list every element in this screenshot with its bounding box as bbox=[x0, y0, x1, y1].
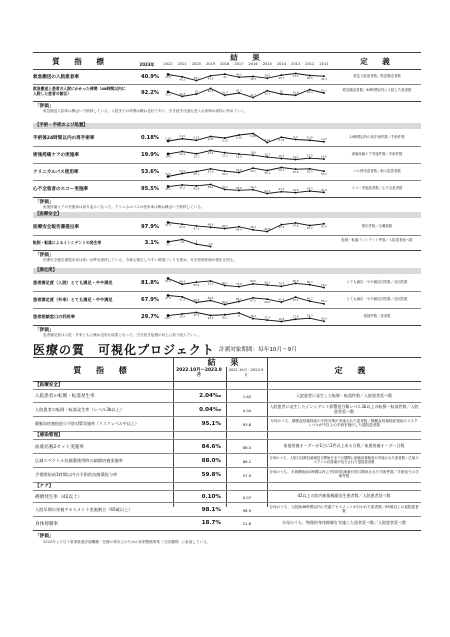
header-indicator: 質 指 標 bbox=[52, 57, 110, 66]
row-prev: 86.5 bbox=[242, 445, 252, 450]
series-line bbox=[168, 74, 324, 81]
data-label: 97.5 bbox=[179, 225, 186, 229]
data-label: 0.17 bbox=[321, 138, 327, 142]
trend-chart bbox=[161, 309, 331, 325]
data-label: 66.2 bbox=[306, 297, 313, 301]
table-row bbox=[33, 416, 421, 432]
table-row bbox=[33, 85, 421, 102]
data-label: 3.1 bbox=[166, 243, 171, 247]
table-row bbox=[33, 439, 421, 454]
data-label: 92.2 bbox=[165, 93, 171, 97]
data-label: 40.6 bbox=[306, 77, 313, 81]
row-prev: 93.8 bbox=[242, 422, 252, 427]
data-label: 97.4 bbox=[278, 226, 285, 230]
data-label: 28.2 bbox=[250, 315, 256, 319]
row-label: 患者満足度（外来）とても満足・やや満足 bbox=[33, 297, 113, 302]
data-label: 23.5 bbox=[207, 152, 214, 156]
table-row bbox=[33, 147, 421, 164]
table-row bbox=[33, 292, 421, 309]
year-label: 2014 bbox=[276, 62, 287, 66]
data-label: 0.23 bbox=[278, 138, 285, 142]
header-result: 結 果 bbox=[207, 357, 245, 367]
row-value: 97.9% bbox=[141, 224, 159, 230]
data-label: 95.8 bbox=[193, 187, 200, 191]
data-label: 0.28 bbox=[250, 135, 256, 139]
row-value: 29.7% bbox=[141, 314, 159, 320]
header-indicator: 質 指 標 bbox=[73, 365, 133, 375]
row-label: 医療安全報告書提出率 bbox=[33, 225, 79, 230]
data-label: 81.2 bbox=[207, 282, 214, 286]
trend-chart bbox=[161, 236, 331, 250]
table-row bbox=[33, 70, 421, 85]
data-label: 0.26 bbox=[236, 136, 242, 140]
series-line bbox=[168, 134, 324, 143]
data-label: 55.1 bbox=[193, 173, 200, 177]
data-label: 39.1 bbox=[193, 76, 200, 80]
data-label: 40.7 bbox=[278, 76, 285, 80]
data-label: 92.1 bbox=[321, 89, 327, 93]
header-definition: 定 義 bbox=[360, 57, 396, 66]
row-prev: 88.2 bbox=[242, 459, 252, 464]
data-label: 66.8 bbox=[264, 300, 271, 304]
trend-chart bbox=[161, 85, 331, 101]
table-row bbox=[33, 309, 421, 326]
table-row bbox=[33, 502, 421, 517]
table-row bbox=[33, 181, 421, 198]
row-definition: 分母のうち、入院後48時間以内に栄養アセスメントが行われた患者数／65歳以上の退院患者数 bbox=[269, 505, 419, 514]
data-label: 93.8 bbox=[236, 186, 242, 190]
row-definition: 術後疼痛ケア実施件数／手術件数 bbox=[351, 152, 403, 156]
data-label: 96.9 bbox=[236, 228, 242, 232]
data-label: 95.5 bbox=[165, 188, 171, 192]
data-label: 0.24 bbox=[207, 138, 214, 142]
row-label: 患者相談窓口の利用率 bbox=[33, 314, 75, 319]
series-line bbox=[168, 168, 324, 177]
bottom-header bbox=[33, 357, 421, 382]
trend-chart bbox=[161, 292, 331, 308]
row-value: 2.04‰ bbox=[199, 393, 221, 399]
series-line bbox=[168, 240, 211, 247]
section-label: 【医療安全】 bbox=[35, 383, 63, 388]
year-label: 2015 bbox=[262, 62, 272, 66]
row-definition: とても満足・やや満足回答数／全回答数 bbox=[346, 280, 408, 284]
data-label: 81.8 bbox=[165, 280, 171, 284]
row-definition: 入院患者に発生したインシデント影響度分類レベル3b以上の転倒・転落件数／入院患者延べ数 bbox=[269, 404, 419, 414]
data-label: 79.9 bbox=[278, 282, 285, 286]
row-value: 95.5% bbox=[141, 186, 159, 192]
data-label: 65.4 bbox=[321, 300, 327, 304]
row-prev: 21.8 bbox=[242, 521, 252, 526]
data-label: 65.2 bbox=[221, 300, 228, 304]
data-label: 56.1 bbox=[250, 169, 256, 173]
col-divider bbox=[226, 367, 227, 507]
row-definition: 24時間以内の再手術件数／手術件数 bbox=[349, 135, 405, 139]
data-label: 79.6 bbox=[321, 283, 327, 287]
data-label: 0.19 bbox=[193, 136, 200, 140]
data-label: 96.5 bbox=[221, 224, 228, 228]
current-year: 2023年 bbox=[139, 62, 155, 67]
data-label: 55.4 bbox=[264, 172, 271, 176]
series-line bbox=[168, 223, 324, 232]
row-value: 3.1% bbox=[144, 240, 159, 246]
data-label: 15.5 bbox=[306, 154, 313, 158]
row-label: 術後疼痛ケアの実施率 bbox=[33, 153, 79, 158]
row-value: 19.9% bbox=[141, 152, 159, 158]
data-label: 16.7 bbox=[264, 153, 271, 157]
row-label: 手術後24時間以内の再手術率 bbox=[33, 136, 95, 141]
row-definition: パス使用患者数／新入院患者数 bbox=[353, 169, 401, 173]
data-label: 67.5 bbox=[179, 298, 186, 302]
row-value: 95.1% bbox=[201, 421, 221, 427]
data-label: 96.8 bbox=[207, 223, 214, 227]
data-label: 67.4 bbox=[292, 298, 299, 302]
data-label: 0.2 bbox=[293, 135, 298, 139]
data-label: 41.2 bbox=[292, 75, 299, 79]
data-label: 40.5 bbox=[207, 77, 214, 81]
hyoka-title: 「評価」 bbox=[35, 253, 54, 258]
row-definition: 転倒・転落インシデント件数／入院患者延べ数 bbox=[341, 238, 413, 242]
data-label: 55.9 bbox=[306, 170, 313, 174]
data-label: 93.2 bbox=[278, 188, 285, 192]
row-label: 静脈血栓塞栓症の予防対策実施率（リスクレベル中以上） bbox=[35, 421, 139, 426]
year-label: 2011 bbox=[319, 62, 329, 66]
data-label: 80.4 bbox=[179, 280, 186, 284]
hyoka-title: 「評価」 bbox=[35, 104, 54, 109]
data-label: 66.4 bbox=[207, 296, 214, 300]
page-title: 医療の質 可視化プロジェクト bbox=[33, 343, 215, 357]
data-label: 26.9 bbox=[321, 317, 327, 321]
hyoka-title: 「評価」 bbox=[35, 534, 54, 539]
data-label: 56.3 bbox=[278, 169, 285, 173]
section-label: 【感染管理】 bbox=[35, 433, 63, 438]
data-label: 80.9 bbox=[193, 283, 200, 287]
data-label: 26.8 bbox=[278, 317, 285, 321]
row-definition: 提出件数／全職員数 bbox=[361, 224, 393, 228]
trend-chart bbox=[161, 275, 331, 291]
row-label: クリニカルパス使用率 bbox=[33, 170, 79, 175]
section-bar: 【満足度】 bbox=[33, 268, 421, 274]
data-label: 31 bbox=[237, 314, 241, 318]
series-line bbox=[168, 313, 324, 322]
data-label: 2.9 bbox=[208, 242, 213, 246]
data-label: 54.8 bbox=[236, 168, 242, 172]
row-value: 84.6% bbox=[201, 444, 221, 450]
row-definition: エコー実施患者数／心不全患者数 bbox=[351, 186, 403, 190]
year-label: 2020 bbox=[191, 62, 201, 66]
row-definition: d2以上の院内新規褥瘡発生患者数／入院患者延べ数 bbox=[297, 493, 391, 498]
data-label: 96.2 bbox=[250, 226, 256, 230]
col-divider bbox=[267, 357, 268, 507]
row-label: 広域スペクトル抗菌薬使用時の細菌培養実施率 bbox=[35, 458, 123, 463]
row-definition: 分母のうち、静脈血栓塞栓症の予防対策が実施された患者数／静脈血栓塞栓症発症のリスクレベルが中以上の手術を施行した退院患者数 bbox=[270, 419, 418, 428]
data-label: 40.4 bbox=[321, 77, 327, 81]
data-label: 92.8 bbox=[292, 189, 299, 192]
data-label: 30.1 bbox=[221, 316, 228, 320]
data-label: 31.2 bbox=[193, 314, 200, 318]
section-bar: 【医療安全】 bbox=[33, 212, 421, 218]
data-label: 55.9 bbox=[207, 170, 214, 174]
data-label: 91.9 bbox=[221, 91, 228, 95]
data-label: 0.22 bbox=[221, 139, 228, 143]
trend-chart bbox=[161, 181, 331, 197]
table-row bbox=[33, 219, 421, 236]
data-label: 80.6 bbox=[292, 279, 299, 283]
row-label: 身体抑制率 bbox=[35, 522, 58, 527]
year-label: 2021 bbox=[177, 62, 187, 66]
series-line bbox=[168, 89, 324, 98]
data-label: 92 bbox=[194, 90, 199, 94]
data-label: 22.4 bbox=[179, 153, 186, 157]
row-definition: 入院患者に発生した転倒・転落件数／入院患者延べ数 bbox=[296, 393, 392, 398]
data-label: 29.8 bbox=[207, 316, 214, 320]
row-value: 67.9% bbox=[141, 297, 159, 303]
data-label: 3.2 bbox=[180, 241, 185, 245]
data-label: 65.8 bbox=[193, 298, 200, 302]
data-label: 92.1 bbox=[236, 89, 242, 93]
row-value: 18.7% bbox=[201, 520, 221, 526]
data-label: 14.1 bbox=[292, 155, 299, 159]
year-row bbox=[161, 62, 331, 68]
row-prev: 0.04 bbox=[242, 408, 252, 413]
table-row bbox=[33, 453, 421, 468]
section-label: 【ケア】 bbox=[35, 484, 54, 489]
row-label: 患者満足度（入院）とても満足・やや満足 bbox=[33, 280, 113, 285]
header-result: 結 果 bbox=[230, 53, 266, 62]
data-label: 40.2 bbox=[179, 78, 186, 82]
row-prev: 57.9 bbox=[242, 473, 252, 478]
hyoka-text: 術後疼痛ケアの実施率は前年並みとなった。クリニカルパスの使用率は概ね横ばいで推移している。 bbox=[43, 205, 205, 209]
page-subtitle: 計測対象期間：毎年10月～9月 bbox=[219, 347, 297, 353]
data-label: 28.4 bbox=[306, 314, 313, 318]
data-label: 91.9 bbox=[292, 91, 299, 95]
trend-chart bbox=[161, 70, 331, 84]
row-label: 救急搬送の入院患者率 bbox=[33, 75, 79, 80]
hyoka-text: 患者満足度は入院・外来ともに概ね良好な結果となった。引き続き接遇の向上に取り組んでいく。 bbox=[43, 333, 202, 337]
row-definition: 分母のうち、入院日以降抗菌薬投与開始日までの期間に細菌培養検査が実施された患者数／広域スペクトル抗菌薬が処方された退院患者数 bbox=[269, 456, 419, 465]
trend-chart bbox=[161, 219, 331, 235]
data-label: 40.3 bbox=[250, 78, 256, 82]
year-label: 2013 bbox=[291, 62, 301, 66]
data-label: 41 bbox=[223, 75, 227, 79]
data-label: 93.5 bbox=[306, 187, 313, 191]
data-label: 0.21 bbox=[179, 135, 186, 139]
table-row bbox=[33, 467, 421, 483]
data-label: 30.5 bbox=[179, 315, 186, 319]
data-label: 66.1 bbox=[236, 297, 242, 301]
data-label: 27.5 bbox=[264, 316, 271, 320]
row-label: 手術開始前1時間以内の予防的抗菌薬投与率 bbox=[35, 472, 118, 477]
row-value: 98.1% bbox=[201, 507, 221, 513]
row-value: 0.18% bbox=[141, 135, 159, 141]
row-label: 心不全患者のエコー実施率 bbox=[33, 187, 89, 192]
data-label: 27.9 bbox=[292, 315, 299, 319]
row-value: 0.10% bbox=[201, 494, 221, 500]
table-row bbox=[33, 275, 421, 292]
data-label: 3 bbox=[195, 240, 198, 244]
year-label: 2016 bbox=[248, 62, 258, 66]
hyoka-title: 「評価」 bbox=[35, 328, 54, 333]
data-label: 94.1 bbox=[250, 186, 256, 190]
row-definition: 血液培養オーダーが1日に2件以上ある日数／血液培養オーダー日数 bbox=[283, 443, 405, 448]
row-label: 入院患者の転倒・転落発生率 bbox=[35, 394, 95, 399]
data-label: 21.2 bbox=[221, 154, 228, 158]
data-label: 97.8 bbox=[292, 224, 299, 228]
data-label: 20.1 bbox=[193, 155, 200, 159]
series-line bbox=[168, 185, 324, 194]
header-definition: 定 義 bbox=[334, 365, 372, 375]
row-value: 0.04‰ bbox=[199, 407, 221, 413]
row-value: 53.6% bbox=[141, 169, 159, 175]
year-label: 2022 bbox=[163, 62, 173, 66]
row-value: 40.9% bbox=[141, 74, 159, 80]
hyoka-text: 2022年よりＱＩ事業推進評価機構・医療の質向上のための体制整備事業（当該期間）に参加している。 bbox=[43, 540, 211, 544]
top-header bbox=[33, 52, 421, 70]
row-value: 81.8% bbox=[141, 280, 159, 286]
table-row bbox=[33, 130, 421, 147]
series-line bbox=[168, 279, 324, 288]
col-current: 2022.10月～2023.9月 bbox=[176, 368, 222, 379]
col-prev: 2021.10月～2022.9月 bbox=[228, 368, 264, 377]
row-definition: 分母のうち、手術開始前1時間以内に予防的抗菌薬が投与開始された手術件数／手術室での手術件数 bbox=[269, 470, 419, 479]
row-label: 転倒・転落によるインシデントの発生率 bbox=[33, 240, 102, 245]
data-label: 80.2 bbox=[264, 281, 271, 285]
data-label: 0.18 bbox=[165, 137, 171, 141]
row-label: 入院早期の栄養アセスメント実施割合（65歳以上） bbox=[35, 507, 133, 512]
data-label: 54.5 bbox=[179, 169, 186, 173]
data-label: 97.9 bbox=[165, 224, 171, 228]
data-label: 80.1 bbox=[221, 281, 228, 285]
data-label: 80.3 bbox=[306, 281, 313, 285]
data-label: 29.7 bbox=[165, 317, 171, 321]
row-definition: 救急搬送者数／48時間以内に入院した患者数 bbox=[342, 88, 412, 92]
data-label: 96.4 bbox=[207, 186, 214, 190]
data-label: 96.2 bbox=[179, 186, 186, 190]
data-label: 67.2 bbox=[250, 299, 256, 303]
data-label: 40.1 bbox=[236, 73, 242, 77]
data-label: 19.8 bbox=[236, 155, 242, 159]
data-label: 55.2 bbox=[321, 172, 327, 176]
data-label: 55.2 bbox=[221, 172, 228, 176]
data-label: 55.8 bbox=[292, 170, 299, 174]
row-definition: とても満足・やや満足回答数／全回答数 bbox=[346, 297, 408, 301]
trend-chart bbox=[161, 130, 331, 146]
row-label: 血液培養2セット実施率 bbox=[35, 445, 84, 450]
data-label: 18.6 bbox=[250, 151, 256, 155]
data-label: 39.8 bbox=[264, 74, 271, 78]
data-label: 91.8 bbox=[179, 92, 186, 96]
data-label: 91.7 bbox=[250, 93, 256, 97]
row-prev: 98.9 bbox=[242, 508, 252, 513]
row-definition: 分母のうち、物理的身体抑制を実施した患者延べ数／入院患者延べ数 bbox=[282, 520, 406, 525]
row-value: 59.8% bbox=[201, 472, 221, 478]
table-row bbox=[33, 516, 421, 531]
data-label: 92.4 bbox=[306, 91, 313, 95]
hyoka-text: 救急搬送入院率は横ばいで推移している。入院までの時間は概ね良好であり、引き続き迅速な受入れ体制の維持に努めていく。 bbox=[43, 109, 248, 113]
row-label: 救急搬送入患者の入院にかかった時間（48時間以内に入院した患者の割合） bbox=[33, 86, 126, 96]
row-value: 88.0% bbox=[201, 458, 221, 464]
data-label: 92.3 bbox=[264, 92, 271, 96]
series-line bbox=[168, 296, 324, 305]
data-label: 97.1 bbox=[193, 227, 200, 231]
table-row bbox=[33, 164, 421, 181]
trend-chart bbox=[161, 147, 331, 163]
year-label: 2019 bbox=[206, 62, 216, 66]
year-label: 2012 bbox=[305, 62, 315, 66]
data-label: 97.2 bbox=[306, 227, 313, 231]
col-divider bbox=[173, 357, 174, 507]
series-line bbox=[168, 151, 324, 160]
year-label: 2018 bbox=[220, 62, 230, 66]
data-label: 19.9 bbox=[165, 155, 171, 159]
data-label: 92.9 bbox=[321, 188, 327, 192]
row-prev: 0.07 bbox=[242, 495, 252, 500]
data-label: 92.4 bbox=[264, 189, 271, 193]
row-definition: 相談件数／患者数 bbox=[363, 314, 391, 318]
year-label: 2017 bbox=[234, 62, 244, 66]
hyoka-text: 医療安全報告書提出率は高い水準を維持している。今後も報告しやすい環境づくりを進め、安全管理体制の強化を図る。 bbox=[43, 258, 237, 262]
data-label: 0.16 bbox=[264, 138, 271, 142]
data-label: 65.9 bbox=[278, 298, 285, 302]
data-label: 0.19 bbox=[306, 136, 313, 140]
table-row bbox=[33, 402, 421, 417]
row-prev: 1.62 bbox=[242, 394, 252, 399]
data-label: 53.6 bbox=[165, 172, 171, 176]
table-row bbox=[33, 236, 421, 251]
data-label: 95.8 bbox=[264, 227, 271, 231]
table-row bbox=[33, 389, 421, 403]
data-label: 67.9 bbox=[165, 297, 171, 301]
data-label: 92.5 bbox=[207, 90, 214, 94]
data-label: 15.2 bbox=[278, 154, 285, 158]
data-label: 94.2 bbox=[221, 185, 228, 189]
section-bar: 【手術・手術および処置】 bbox=[33, 123, 421, 129]
row-label: 褥瘡発生率（d2以上） bbox=[35, 495, 83, 500]
data-label: 40.9 bbox=[165, 76, 171, 80]
row-value: 92.2% bbox=[141, 90, 159, 96]
data-label: 14.6 bbox=[321, 155, 327, 159]
hyoka-title: 「評価」 bbox=[35, 200, 54, 205]
data-label: 79.8 bbox=[236, 283, 242, 287]
data-label: 92 bbox=[279, 90, 284, 94]
row-label: 入院患者の転倒・転落発生率（レベル3b以上） bbox=[35, 407, 125, 412]
data-label: 97.6 bbox=[321, 225, 327, 229]
data-label: 80.5 bbox=[250, 280, 256, 284]
trend-chart bbox=[161, 164, 331, 180]
row-definition: 救急入院患者数／救急搬送者数 bbox=[353, 74, 401, 78]
